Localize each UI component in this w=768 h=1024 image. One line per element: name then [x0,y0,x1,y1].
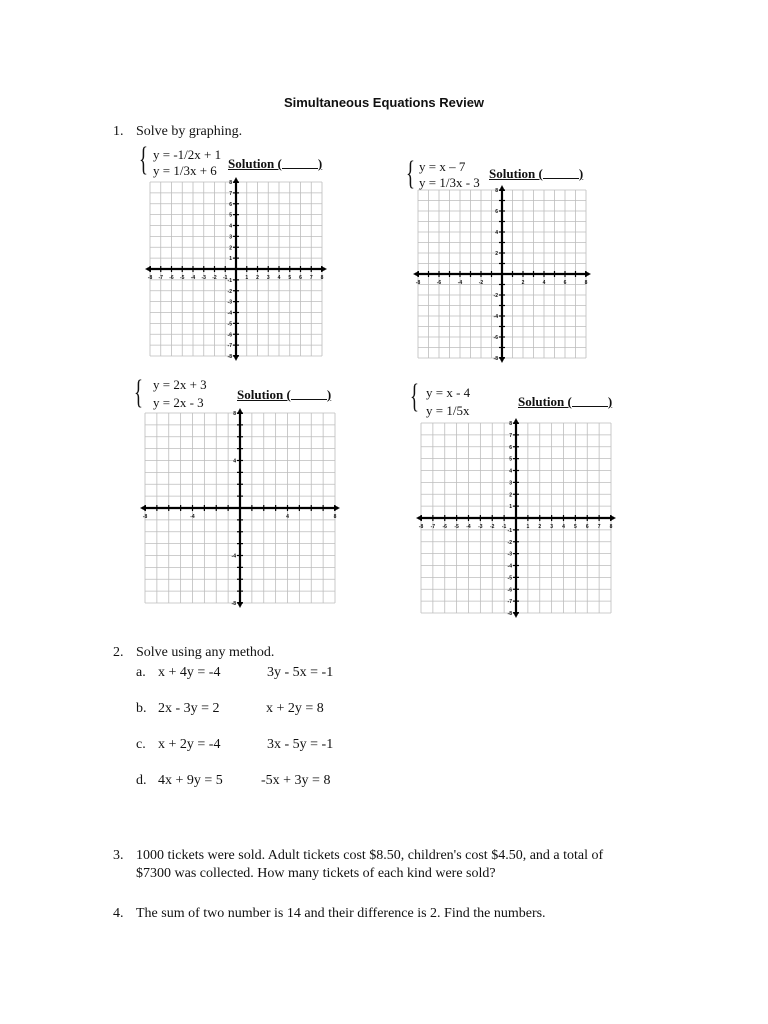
q1-number: 1. [113,124,124,139]
system-3-solution-blank[interactable] [291,399,327,400]
x-tick-label: 4 [277,275,281,281]
y-tick-label: -3 [227,299,232,306]
y-tick-label: -2 [493,293,498,299]
y-tick-label: 7 [229,190,232,197]
x-tick-label: -5 [454,524,459,530]
system-4-eq1: y = x - 4 [426,385,471,400]
x-tick-label: 7 [309,275,313,281]
q1-text: Solve by graphing. [136,124,243,139]
x-tick-label: -7 [430,524,436,530]
x-tick-label: -3 [201,275,206,281]
x-tick-label: -4 [190,275,196,281]
x-tick-label: -2 [478,280,484,286]
x-tick-label: 8 [609,524,613,530]
y-tick-label: -1 [227,277,232,284]
system-4-solution-close: ) [607,394,613,409]
system-2-solution-blank[interactable] [543,178,579,179]
q3-line2: $7300 was collected. How many tickets of each kind were sold? [136,866,496,881]
q2-item-d-eq2: -5x + 3y = 8 [261,773,331,788]
system-4-solution-label: Solution ( [518,394,572,409]
y-tick-label: -2 [507,539,512,546]
system-1-eq1: y = -1/2x + 1 [153,147,222,162]
x-tick-label: 5 [573,524,577,530]
y-tick-label: -4 [493,314,498,320]
x-tick-label: 8 [584,280,588,286]
y-tick-label: -7 [507,599,512,606]
graph-1 [147,180,324,360]
system-4-solution-blank[interactable] [572,406,608,407]
x-tick-label: -6 [442,524,447,530]
system-1-solution[interactable] [228,156,322,172]
x-tick-label: -7 [158,275,163,281]
x-tick-label: -1 [223,275,228,281]
y-tick-label: -3 [507,551,512,558]
x-tick-label: -1 [501,524,507,530]
y-tick-label: -4 [231,553,236,560]
x-tick-label: -3 [478,524,483,530]
y-tick-label: 7 [509,432,512,439]
x-tick-label: 2 [538,524,542,530]
y-tick-label: -6 [507,587,512,594]
x-tick-label: -8 [415,280,421,286]
graph-3 [142,411,337,607]
y-tick-label: 8 [229,180,232,186]
brace-2: { [406,155,415,192]
q3-number: 3. [113,848,124,863]
graph-2 [415,188,588,362]
y-tick-label: -8 [227,354,232,360]
system-3-solution-close: ) [326,387,332,402]
y-tick-label: -7 [227,343,232,350]
x-tick-label: 3 [550,524,554,530]
y-tick-label: 2 [229,245,232,252]
q2-item-b-letter: b. [136,701,147,716]
y-tick-label: 6 [495,209,498,215]
q2-item-c-eq2: 3x - 5y = -1 [267,737,334,752]
y-tick-label: -5 [507,575,512,582]
x-tick-label: -5 [180,275,185,281]
x-tick-label: -8 [418,524,424,530]
x-tick-label: -2 [212,275,217,281]
system-2-solution-label: Solution ( [489,166,543,181]
q3-line1: 1000 tickets were sold. Adult tickets cost $8.50, children's cost $4.50, and a total of [136,848,604,863]
x-tick-label: -4 [466,524,471,530]
y-tick-label: 3 [509,480,512,487]
x-tick-label: 8 [333,514,337,520]
q2-item-b-eq2: x + 2y = 8 [266,701,324,716]
q2-item-a-eq2: 3y - 5x = -1 [267,665,334,680]
system-2-solution[interactable] [489,166,583,182]
q4-number: 4. [113,906,124,921]
x-tick-label: -6 [436,280,442,286]
x-tick-label: 6 [563,280,567,286]
x-tick-label: 6 [585,524,589,530]
x-tick-label: 2 [256,275,259,281]
y-tick-label: 4 [495,230,498,236]
system-2-eq2: y = 1/3x - 3 [419,175,480,190]
graph-4 [418,421,613,617]
y-tick-label: -8 [507,611,512,617]
system-2-solution-close: ) [578,166,584,181]
y-tick-label: 4 [233,458,236,465]
y-tick-label: -8 [231,601,236,607]
system-3-solution-label: Solution ( [237,387,291,402]
system-1-solution-blank[interactable] [282,168,318,169]
q2-item-d-eq1: 4x + 9y = 5 [158,773,223,788]
system-4-eq2: y = 1/5x [426,403,470,418]
y-tick-label: 8 [495,188,498,194]
system-3-solution[interactable] [237,387,331,403]
x-tick-label: 4 [286,514,289,520]
q2-item-d-letter: d. [136,773,147,788]
y-tick-label: -6 [493,335,498,341]
x-tick-label: 1 [526,524,530,530]
x-tick-label: 3 [266,275,270,281]
y-tick-label: 1 [509,504,512,511]
q2-item-c-letter: c. [136,737,146,752]
y-tick-label: -1 [507,527,512,534]
y-tick-label: 5 [509,456,512,463]
q2-number: 2. [113,645,124,660]
y-tick-label: -5 [227,321,232,328]
x-tick-label: -4 [457,280,463,286]
x-tick-label: -8 [147,275,153,281]
system-1-solution-label: Solution ( [228,156,282,171]
system-4-solution[interactable] [518,394,612,410]
q2-item-a-eq1: x + 4y = -4 [158,665,221,680]
x-tick-label: 5 [288,275,292,281]
x-tick-label: 4 [562,524,565,530]
y-tick-label: 8 [233,411,236,417]
y-tick-label: -2 [227,288,232,295]
y-tick-label: -4 [227,310,232,317]
y-tick-label: 2 [495,251,498,257]
system-1-eq2: y = 1/3x + 6 [153,163,217,178]
brace-3: { [134,374,143,411]
system-3-eq1: y = 2x + 3 [153,377,207,392]
q2-text: Solve using any method. [136,645,275,660]
brace-4: { [410,378,419,415]
y-tick-label: 4 [229,223,232,230]
y-tick-label: 3 [229,234,232,241]
y-tick-label: 6 [509,444,512,451]
x-tick-label: 2 [521,280,525,286]
x-tick-label: -2 [490,524,495,530]
system-2-eq1: y = x – 7 [419,159,466,174]
q2-item-a-letter: a. [136,665,146,680]
y-tick-label: 2 [509,492,512,499]
x-tick-label: 4 [542,280,546,286]
x-tick-label: -4 [190,514,195,520]
y-tick-label: 1 [229,256,232,263]
y-tick-label: -6 [227,332,232,339]
x-tick-label: 7 [597,524,601,530]
q2-item-c-eq1: x + 2y = -4 [158,737,221,752]
y-tick-label: -8 [493,356,498,362]
y-tick-label: -4 [507,563,512,570]
x-tick-label: 8 [320,275,324,281]
q4-text: The sum of two number is 14 and their difference is 2. Find the numbers. [136,906,546,921]
page-title: Simultaneous Equations Review [283,95,485,110]
x-tick-label: 1 [245,275,249,281]
y-tick-label: 6 [229,201,232,208]
x-tick-label: 6 [299,275,302,281]
q2-item-b-eq1: 2x - 3y = 2 [158,701,220,716]
brace-1: { [139,141,148,178]
x-tick-label: -8 [142,514,148,520]
x-tick-label: -6 [169,275,174,281]
y-tick-label: 4 [509,468,512,475]
y-tick-label: 8 [509,421,512,427]
system-3-eq2: y = 2x - 3 [153,395,204,410]
y-tick-label: 5 [229,212,232,219]
system-1-solution-close: ) [317,156,323,171]
